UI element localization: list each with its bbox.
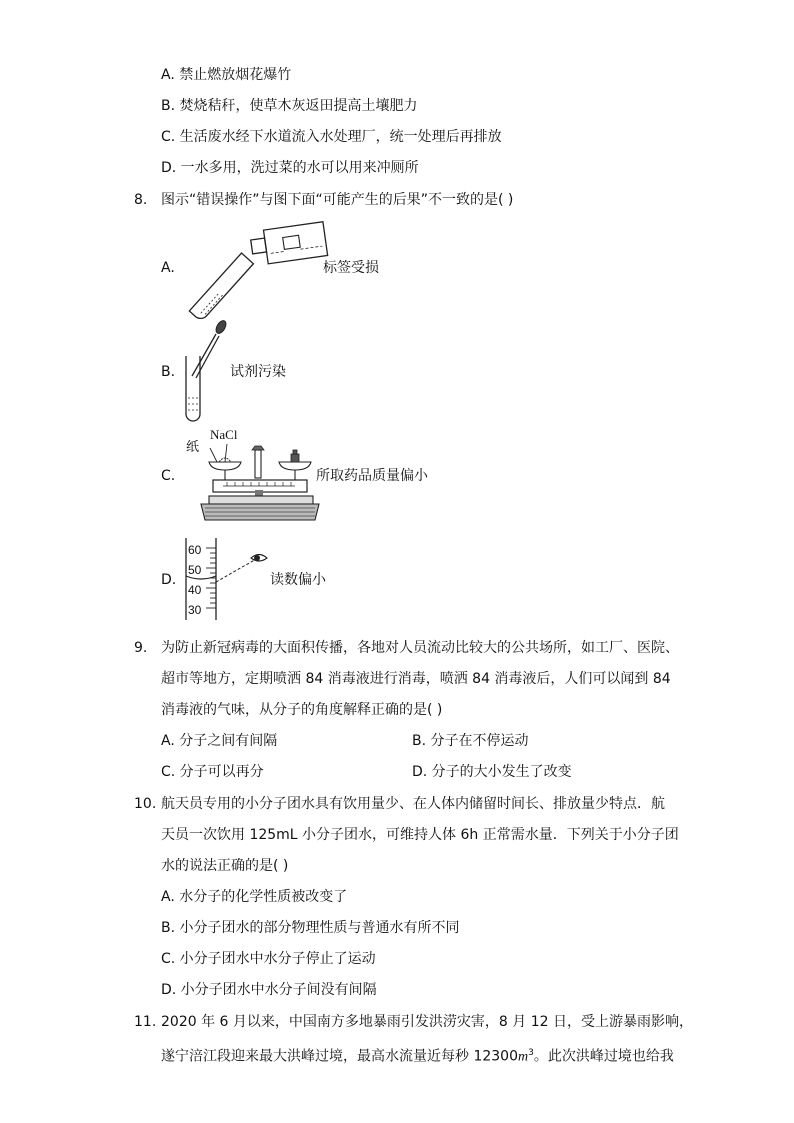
q11-line2-tail: 。此次洪峰过境也给我 — [533, 1048, 674, 1065]
q10-number: 10. — [134, 796, 157, 812]
q8-c-consequence: 所取药品质量偏小 — [316, 468, 428, 484]
scale-label-60: 60 — [188, 543, 202, 557]
q11-unit: m — [518, 1049, 529, 1065]
pouring-liquid-figure — [180, 222, 340, 317]
q8-stem: 图示“错误操作”与图下面“可能产生的后果”不一致的是( ) — [161, 192, 514, 208]
q8-b-letter: B. — [161, 364, 176, 380]
q7-option-a: A. 禁止燃放烟花爆竹 — [161, 67, 292, 83]
q11-line2-text: 遂宁涪江段迎来最大洪峰过境，最高水流量近每秒 12300 — [161, 1048, 518, 1065]
q10-option-c: C. 小分子团水中水分子停止了运动 — [161, 951, 376, 967]
q11-unit-exponent: 3 — [528, 1048, 534, 1058]
q7-option-c: C. 生活废水经下水道流入水处理厂，统一处理后再排放 — [161, 129, 502, 145]
q9-stem-line-1: 为防止新冠病毒的大面积传播，各地对人员流动比较大的公共场所，如工厂、医院、 — [161, 640, 679, 656]
q8-d-letter: D. — [161, 572, 177, 588]
q10-stem-line-1: 航天员专用的小分子团水具有饮用量少、在人体内储留时间长、排放量少特点．航 — [161, 796, 665, 812]
q8-d-consequence: 读数偏小 — [270, 572, 326, 588]
q8-c-letter: C. — [161, 468, 176, 484]
q10-option-b: B. 小分子团水的部分物理性质与普通水有所不同 — [161, 920, 460, 936]
q8-a-consequence: 标签受损 — [323, 260, 379, 276]
q7-option-b: B. 焚烧秸秆，使草木灰返田提高土壤肥力 — [161, 98, 418, 114]
q10-option-a: A. 水分子的化学性质被改变了 — [161, 889, 348, 905]
scale-label-30: 30 — [188, 603, 202, 617]
q8-a-letter: A. — [161, 260, 175, 276]
eye-icon — [249, 551, 269, 565]
q10-option-d: D. 小分子团水中水分子间没有间隔 — [161, 982, 377, 998]
q9-number: 9. — [134, 640, 148, 656]
q11-stem-line-1: 2020 年 6 月以来，中国南方多地暴雨引发洪涝灾害，8 月 12 日，受上游暴雨影响， — [161, 1014, 693, 1030]
q7-option-d: D. 一水多用，洗过菜的水可以用来冲厕所 — [161, 160, 419, 176]
scale-label-50: 50 — [188, 563, 202, 577]
q9-stem-line-3: 消毒液的气味，从分子的角度解释正确的是( ) — [161, 702, 443, 718]
scale-label-40: 40 — [188, 583, 202, 597]
q9-option-b: B. 分子在不停运动 — [412, 733, 529, 749]
q8-b-consequence: 试剂污染 — [230, 364, 286, 380]
q9-option-a: A. 分子之间有间隔 — [161, 733, 278, 749]
q11-number: 11. — [134, 1014, 157, 1030]
q8-number: 8. — [134, 192, 148, 208]
dropper-in-tube-figure — [180, 318, 230, 423]
q8-c-paper-label: 纸 — [186, 440, 200, 455]
q9-option-d: D. 分子的大小发生了改变 — [412, 764, 572, 780]
q8-c-nacl-label: NaCl — [210, 427, 238, 442]
q10-stem-line-3: 水的说法正确的是( ) — [161, 858, 289, 874]
q9-option-c: C. 分子可以再分 — [161, 764, 264, 780]
balance-figure — [195, 440, 320, 522]
q10-stem-line-2: 天员一次饮用 125mL 小分子团水，可维持人体 6h 正常需水量．下列关于小分子团 — [161, 827, 679, 843]
q11-stem-line-2 — [161, 1043, 674, 1068]
q9-stem-line-2: 超市等地方，定期喷洒 84 消毒液进行消毒，喷洒 84 消毒液后，人们可以闻到 84 — [161, 671, 671, 687]
